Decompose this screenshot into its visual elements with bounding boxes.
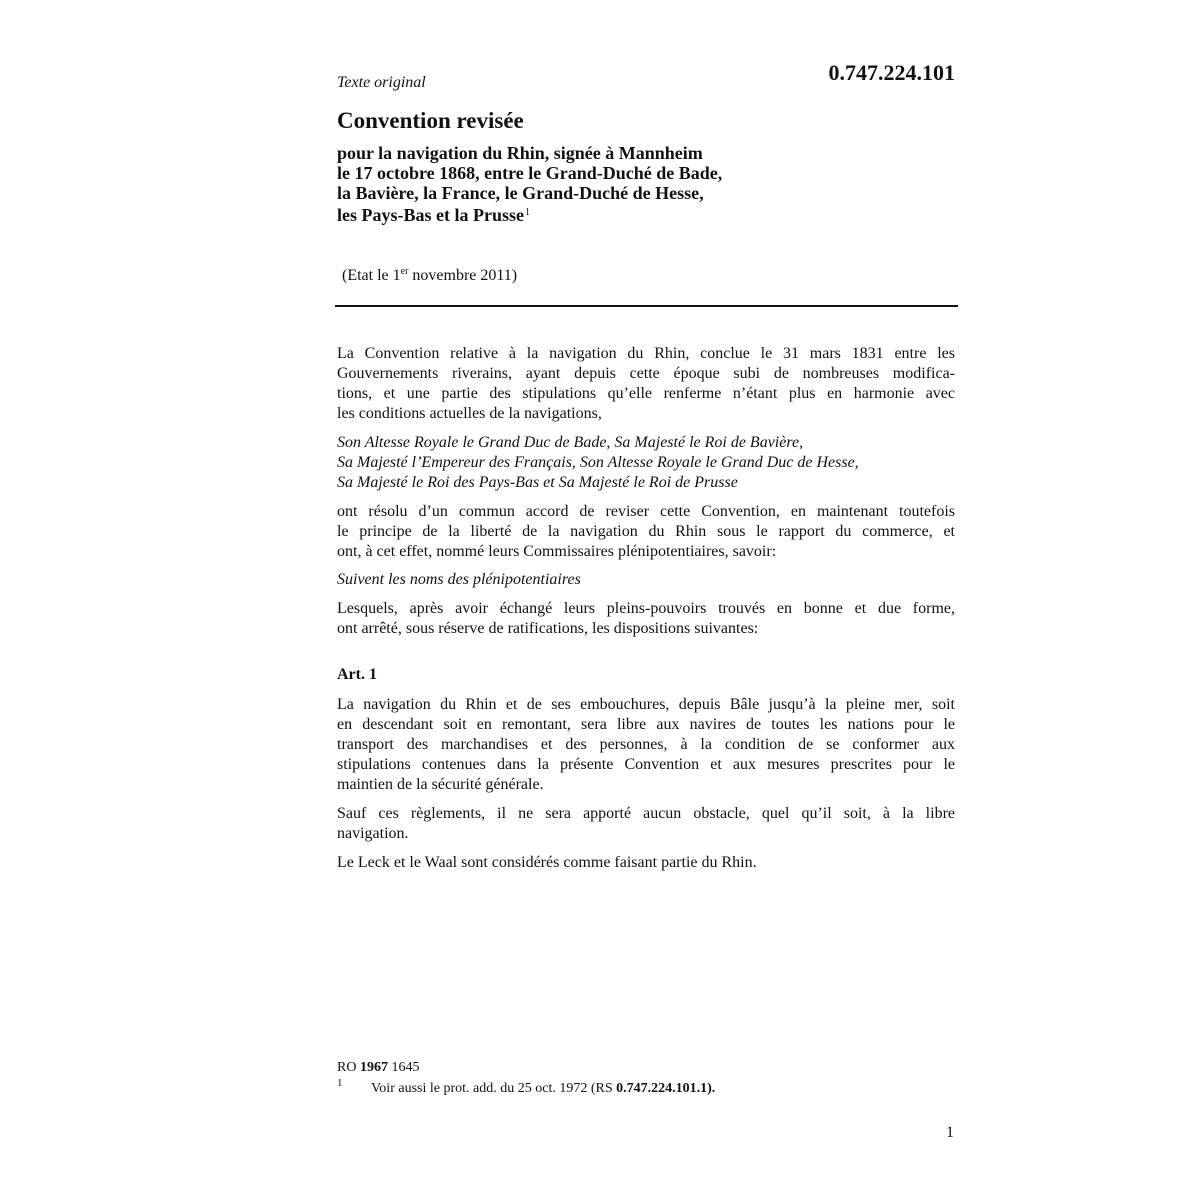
document-subtitle: [337, 143, 897, 225]
footnote-link[interactable]: 0.747.224.101.1).: [616, 1081, 716, 1096]
footnote-number: 1: [337, 1077, 343, 1089]
article-1-paragraph-3: Le Leck et le Waal sont considérés comme faisant partie du Rhin.: [337, 854, 757, 871]
sovereigns-list: [337, 433, 955, 493]
text-line: tions, et une partie des stipulations qu’elle renferme n’étant plus en harmonie avec: [337, 385, 955, 402]
status-date-prefix: (Etat le 1: [342, 267, 401, 284]
subtitle-line: la Bavière, la France, le Grand-Duché de Hesse,: [337, 183, 704, 203]
footnote-text: [371, 1081, 715, 1097]
page-number: 1: [946, 1124, 954, 1141]
text-line: Sa Majesté l’Empereur des Français, Son Altesse Royale le Grand Duc de Hesse,: [337, 454, 859, 471]
subtitle-line-text: les Pays-Bas et la Prusse: [337, 205, 524, 225]
status-date: [342, 266, 517, 285]
subtitle-line: pour la navigation du Rhin, signée à Mannheim: [337, 143, 703, 163]
document-number: 0.747.224.101: [828, 60, 955, 85]
footnote-body: Voir aussi le prot. add. du 25 oct. 1972 (RS: [371, 1081, 617, 1096]
text-line: les conditions actuelles de la navigations,: [337, 405, 602, 422]
text-line: ont résolu d’un commun accord de reviser cette Convention, en maintenant toutefois: [337, 503, 955, 520]
status-date-suffix: novembre 2011): [408, 267, 518, 284]
header-divider: [335, 305, 958, 307]
text-line: transport des marchandises et des personnes, à la condition de se conformer aux: [337, 736, 955, 753]
preamble-paragraph-2: [337, 502, 955, 562]
subtitle-line: le 17 octobre 1868, entre le Grand-Duché de Bade,: [337, 163, 723, 183]
text-line: ont, à cet effet, nommé leurs Commissaires plénipotentiaires, savoir:: [337, 543, 777, 560]
article-heading: Art. 1: [337, 666, 377, 683]
text-line: en descendant soit en remontant, sera libre aux navires de toutes les nations pour le: [337, 716, 955, 733]
text-line: Gouvernements riverains, ayant depuis cette époque subi de nombreuses modifica-: [337, 365, 955, 382]
text-line: Son Altesse Royale le Grand Duc de Bade, Sa Majesté le Roi de Bavière,: [337, 434, 804, 451]
text-line: La navigation du Rhin et de ses embouchures, depuis Bâle jusqu’à la pleine mer, soit: [337, 696, 955, 713]
text-line: Sa Majesté le Roi des Pays-Bas et Sa Majesté le Roi de Prusse: [337, 474, 738, 491]
text-line: stipulations contenues dans la présente Convention et aux mesures prescrites pour le: [337, 756, 955, 773]
text-line: La Convention relative à la navigation du Rhin, conclue le 31 mars 1831 entre les: [337, 345, 955, 362]
plenipotentiaries-note: Suivent les noms des plénipotentiaires: [337, 571, 581, 588]
article-1-paragraph-2: [337, 804, 955, 844]
document-title: Convention revisée: [337, 108, 524, 133]
preamble-paragraph-3: [337, 599, 955, 639]
ro-page: 1645: [387, 1060, 420, 1075]
status-date-sup: er: [400, 266, 409, 277]
text-line: maintien de la sécurité générale.: [337, 776, 544, 793]
ro-year: 1967: [359, 1060, 388, 1075]
text-line: le principe de la liberté de la navigation du Rhin sous le rapport du commerce, et: [337, 523, 955, 540]
text-line: Sauf ces règlements, il ne sera apporté aucun obstacle, quel qu’il soit, à la libre: [337, 805, 955, 822]
article-1-paragraph-1: [337, 695, 955, 795]
original-text-label: Texte original: [337, 74, 426, 91]
text-line: ont arrêté, sous réserve de ratifications, les dispositions suivantes:: [337, 620, 759, 637]
ro-reference: [337, 1060, 419, 1076]
preamble-paragraph-1: [337, 344, 955, 424]
footnote-reference[interactable]: 1: [524, 207, 530, 218]
text-line: navigation.: [337, 825, 409, 842]
ro-prefix: RO: [337, 1060, 360, 1075]
subtitle-line: [337, 203, 897, 225]
text-line: Lesquels, après avoir échangé leurs pleins-pouvoirs trouvés en bonne et due forme,: [337, 600, 955, 617]
